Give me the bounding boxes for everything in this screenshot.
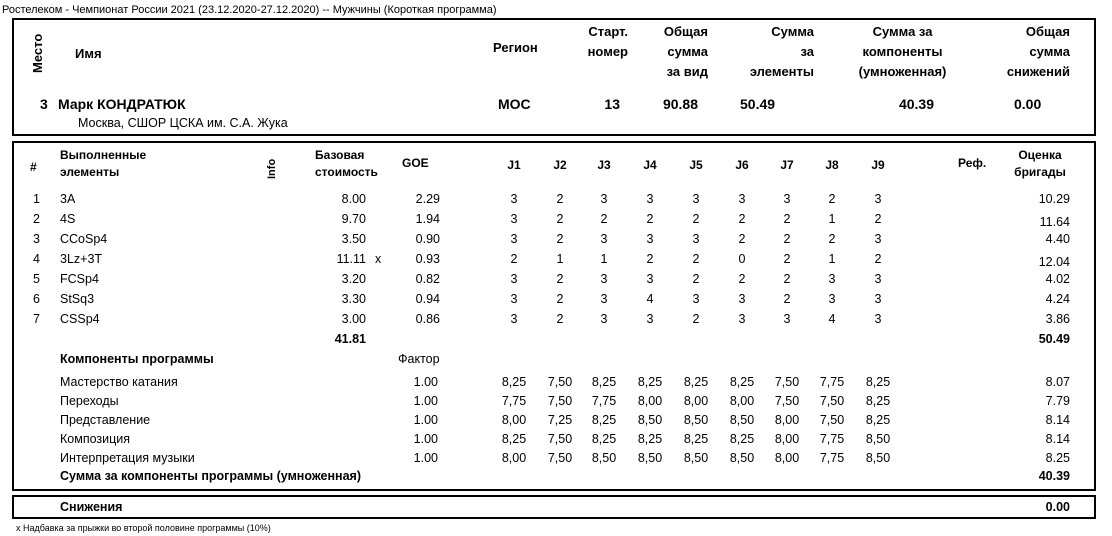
element-judge-score: 3 bbox=[783, 312, 791, 326]
element-judge-score: 2 bbox=[828, 192, 836, 206]
component-judge-score: 8,25 bbox=[591, 375, 617, 389]
component-name: Переходы bbox=[60, 394, 119, 408]
element-judge-score: 2 bbox=[692, 252, 700, 266]
element-judge-score: 2 bbox=[874, 252, 882, 266]
element-judge-score: 4 bbox=[828, 312, 836, 326]
element-num: 4 bbox=[33, 252, 40, 266]
component-judge-score: 8,25 bbox=[591, 432, 617, 446]
components-sum-label: Сумма за компоненты программы (умноженная) bbox=[60, 469, 361, 483]
element-judge-score: 3 bbox=[510, 192, 518, 206]
element-name: 3Lz+3T bbox=[60, 252, 103, 266]
component-judge-score: 7,50 bbox=[547, 394, 573, 408]
element-judge-score: 3 bbox=[738, 292, 746, 306]
element-judge-score: 3 bbox=[692, 292, 700, 306]
element-judge-score: 2 bbox=[738, 212, 746, 226]
element-judge-score: 2 bbox=[783, 252, 791, 266]
component-judge-score: 7,50 bbox=[547, 451, 573, 465]
element-judge-score: 3 bbox=[646, 192, 654, 206]
element-base: 3.00 bbox=[341, 312, 366, 326]
element-judge-score: 1 bbox=[828, 252, 836, 266]
elements-score-label: Сумма за элементы bbox=[749, 24, 814, 79]
element-goe: 0.93 bbox=[415, 252, 440, 266]
element-judge-score: 2 bbox=[874, 212, 882, 226]
col-goe-header: GOE bbox=[402, 156, 429, 170]
element-judge-score: 2 bbox=[783, 272, 791, 286]
judge-header-4: J4 bbox=[643, 158, 657, 172]
skater-elements-score: 50.49 bbox=[740, 96, 776, 112]
element-base: 3.50 bbox=[341, 232, 366, 246]
component-judge-score: 8,25 bbox=[865, 413, 891, 427]
component-judge-score: 7,75 bbox=[591, 394, 617, 408]
component-judge-score: 8,25 bbox=[729, 375, 755, 389]
component-judge-score: 8,50 bbox=[865, 451, 891, 465]
component-judge-score: 8,25 bbox=[683, 375, 709, 389]
element-judge-score: 3 bbox=[874, 292, 882, 306]
element-judge-score: 3 bbox=[600, 312, 608, 326]
element-panel-score: 4.40 bbox=[1045, 232, 1070, 246]
component-judge-score: 7,50 bbox=[774, 375, 800, 389]
element-base: 3.20 bbox=[341, 272, 366, 286]
element-judge-score: 2 bbox=[556, 192, 564, 206]
component-score: 8.14 bbox=[1045, 432, 1070, 446]
element-judge-score: 2 bbox=[556, 272, 564, 286]
skater-start-number: 13 bbox=[604, 96, 620, 112]
col-elements-header: Выполненные элементы bbox=[60, 148, 147, 179]
element-judge-score: 3 bbox=[738, 192, 746, 206]
component-score: 8.14 bbox=[1045, 413, 1070, 427]
element-judge-score: 2 bbox=[556, 232, 564, 246]
element-judge-score: 3 bbox=[510, 232, 518, 246]
elements-base-total: 41.81 bbox=[334, 332, 366, 346]
element-name: 3A bbox=[60, 192, 76, 206]
components-label: Компоненты программы bbox=[60, 352, 214, 366]
component-score: 8.07 bbox=[1045, 375, 1070, 389]
element-judge-score: 2 bbox=[828, 232, 836, 246]
element-judge-score: 3 bbox=[600, 272, 608, 286]
skater-region: MOC bbox=[498, 96, 531, 112]
component-judge-score: 7,50 bbox=[547, 375, 573, 389]
judge-header-2: J2 bbox=[553, 158, 567, 172]
judge-header-5: J5 bbox=[689, 158, 703, 172]
component-factor: 1.00 bbox=[413, 451, 438, 465]
element-num: 1 bbox=[33, 192, 40, 206]
components-sum: 40.39 bbox=[1038, 469, 1070, 483]
component-name: Интерпретация музыки bbox=[60, 451, 195, 465]
element-judge-score: 2 bbox=[783, 212, 791, 226]
component-judge-score: 8,00 bbox=[683, 394, 709, 408]
element-goe: 0.82 bbox=[415, 272, 440, 286]
element-num: 6 bbox=[33, 292, 40, 306]
element-num: 5 bbox=[33, 272, 40, 286]
component-judge-score: 8,25 bbox=[865, 375, 891, 389]
col-base-header: Базовая стоимость bbox=[315, 148, 378, 179]
skater-deductions: 0.00 bbox=[1014, 96, 1042, 112]
name-label: Имя bbox=[75, 46, 102, 61]
component-judge-score: 8,25 bbox=[729, 432, 755, 446]
element-judge-score: 2 bbox=[692, 212, 700, 226]
event-title: Ростелеком - Чемпионат России 2021 (23.12.2020-27.12.2020) -- Мужчины (Короткая программа) bbox=[2, 4, 497, 16]
element-num: 7 bbox=[33, 312, 40, 326]
elements-total: 50.49 bbox=[1038, 332, 1070, 346]
element-name: 4S bbox=[60, 212, 76, 226]
element-goe: 0.86 bbox=[415, 312, 440, 326]
element-bonus-mark: x bbox=[375, 252, 382, 266]
element-judge-score: 3 bbox=[646, 312, 654, 326]
element-base: 8.00 bbox=[341, 192, 366, 206]
judge-header-7: J7 bbox=[780, 158, 794, 172]
element-judge-score: 3 bbox=[600, 292, 608, 306]
element-judge-score: 3 bbox=[510, 272, 518, 286]
component-name: Представление bbox=[60, 413, 151, 427]
element-judge-score: 2 bbox=[692, 272, 700, 286]
component-judge-score: 8,50 bbox=[683, 413, 709, 427]
component-judge-score: 8,50 bbox=[591, 451, 617, 465]
element-name: CCoSp4 bbox=[60, 232, 108, 246]
component-judge-score: 8,00 bbox=[774, 432, 800, 446]
element-panel-score: 4.24 bbox=[1045, 292, 1070, 306]
element-base: 3.30 bbox=[341, 292, 366, 306]
component-judge-score: 8,00 bbox=[774, 451, 800, 465]
component-score: 8.25 bbox=[1045, 451, 1070, 465]
component-judge-score: 7,75 bbox=[819, 375, 845, 389]
component-judge-score: 8,25 bbox=[501, 432, 527, 446]
element-num: 2 bbox=[33, 212, 40, 226]
component-judge-score: 7,75 bbox=[819, 432, 845, 446]
component-judge-score: 8,50 bbox=[865, 432, 891, 446]
component-judge-score: 8,50 bbox=[637, 413, 663, 427]
element-judge-score: 3 bbox=[510, 212, 518, 226]
element-name: CSSp4 bbox=[60, 312, 100, 326]
element-judge-score: 1 bbox=[556, 252, 564, 266]
element-judge-score: 2 bbox=[692, 312, 700, 326]
element-judge-score: 2 bbox=[783, 232, 791, 246]
element-panel-score: 3.86 bbox=[1045, 312, 1070, 326]
element-judge-score: 2 bbox=[556, 212, 564, 226]
component-judge-score: 7,25 bbox=[547, 413, 573, 427]
element-judge-score: 2 bbox=[783, 292, 791, 306]
element-judge-score: 3 bbox=[692, 232, 700, 246]
element-panel-score: 4.02 bbox=[1045, 272, 1070, 286]
element-judge-score: 1 bbox=[600, 252, 608, 266]
deductions-label: Снижения bbox=[60, 500, 123, 514]
element-goe: 0.94 bbox=[415, 292, 440, 306]
component-name: Мастерство катания bbox=[60, 375, 178, 389]
element-judge-score: 3 bbox=[874, 192, 882, 206]
component-judge-score: 8,50 bbox=[637, 451, 663, 465]
element-judge-score: 3 bbox=[874, 312, 882, 326]
component-judge-score: 8,50 bbox=[729, 451, 755, 465]
element-judge-score: 3 bbox=[600, 192, 608, 206]
element-judge-score: 2 bbox=[600, 212, 608, 226]
component-judge-score: 8,00 bbox=[729, 394, 755, 408]
element-judge-score: 3 bbox=[646, 272, 654, 286]
element-name: StSq3 bbox=[60, 292, 95, 306]
component-judge-score: 8,50 bbox=[683, 451, 709, 465]
deductions-box bbox=[12, 495, 1096, 519]
component-judge-score: 8,25 bbox=[501, 375, 527, 389]
factor-label: Фактор bbox=[398, 352, 440, 366]
component-factor: 1.00 bbox=[413, 375, 438, 389]
element-judge-score: 2 bbox=[646, 252, 654, 266]
judge-header-6: J6 bbox=[735, 158, 749, 172]
component-judge-score: 8,25 bbox=[637, 375, 663, 389]
skater-club: Москва, СШОР ЦСКА им. С.А. Жука bbox=[78, 116, 288, 130]
judge-header-9: J9 bbox=[871, 158, 885, 172]
component-judge-score: 7,50 bbox=[819, 413, 845, 427]
element-judge-score: 3 bbox=[874, 272, 882, 286]
element-judge-score: 3 bbox=[828, 272, 836, 286]
component-judge-score: 8,00 bbox=[501, 413, 527, 427]
component-judge-score: 8,25 bbox=[865, 394, 891, 408]
element-judge-score: 4 bbox=[646, 292, 654, 306]
element-panel-score: 10.29 bbox=[1038, 192, 1070, 206]
skater-total: 90.88 bbox=[662, 96, 698, 112]
element-judge-score: 3 bbox=[874, 232, 882, 246]
element-judge-score: 1 bbox=[828, 212, 836, 226]
element-judge-score: 3 bbox=[692, 192, 700, 206]
component-judge-score: 7,75 bbox=[501, 394, 527, 408]
component-name: Композиция bbox=[60, 432, 131, 446]
element-goe: 0.90 bbox=[415, 232, 440, 246]
element-judge-score: 3 bbox=[738, 312, 746, 326]
judge-header-8: J8 bbox=[825, 158, 839, 172]
component-judge-score: 8,25 bbox=[683, 432, 709, 446]
element-judge-score: 0 bbox=[738, 252, 746, 266]
skater-components-score: 40.39 bbox=[898, 96, 934, 112]
element-name: FCSp4 bbox=[60, 272, 99, 286]
deductions-score-label: Общая сумма снижений bbox=[1006, 24, 1070, 79]
place-label: Место bbox=[30, 33, 45, 73]
element-judge-score: 3 bbox=[646, 232, 654, 246]
judge-header-1: J1 bbox=[507, 158, 521, 172]
footnote: x Надбавка за прыжки во второй половине программы (10%) bbox=[16, 523, 271, 533]
component-factor: 1.00 bbox=[413, 432, 438, 446]
component-score: 7.79 bbox=[1045, 394, 1070, 408]
element-panel-score: 11.64 bbox=[1039, 215, 1070, 229]
col-num-header: # bbox=[30, 160, 37, 174]
component-factor: 1.00 bbox=[413, 413, 438, 427]
deductions-total: 0.00 bbox=[1045, 500, 1070, 514]
col-panel-header: Оценка бригады bbox=[1014, 148, 1066, 179]
component-judge-score: 8,50 bbox=[729, 413, 755, 427]
region-label: Регион bbox=[493, 40, 538, 55]
element-judge-score: 3 bbox=[600, 232, 608, 246]
component-judge-score: 8,00 bbox=[637, 394, 663, 408]
component-judge-score: 8,25 bbox=[591, 413, 617, 427]
component-judge-score: 7,50 bbox=[547, 432, 573, 446]
component-judge-score: 7,50 bbox=[819, 394, 845, 408]
start-label: Старт. номер bbox=[587, 24, 628, 59]
element-panel-score: 12.04 bbox=[1038, 255, 1070, 269]
element-judge-score: 2 bbox=[738, 272, 746, 286]
col-info-header: Info bbox=[266, 158, 278, 180]
col-ref-header: Реф. bbox=[958, 156, 987, 170]
element-judge-score: 3 bbox=[510, 312, 518, 326]
skater-place: 3 bbox=[40, 96, 48, 112]
element-base: 11.11 bbox=[336, 252, 366, 266]
element-judge-score: 2 bbox=[738, 232, 746, 246]
component-factor: 1.00 bbox=[413, 394, 438, 408]
element-judge-score: 3 bbox=[510, 292, 518, 306]
total-label: Общая сумма за вид bbox=[663, 24, 708, 79]
element-judge-score: 3 bbox=[828, 292, 836, 306]
components-score-label: Сумма за компоненты (умноженная) bbox=[858, 24, 947, 79]
element-goe: 2.29 bbox=[415, 192, 440, 206]
component-judge-score: 7,50 bbox=[774, 394, 800, 408]
component-judge-score: 8,25 bbox=[637, 432, 663, 446]
element-num: 3 bbox=[33, 232, 40, 246]
element-judge-score: 2 bbox=[556, 292, 564, 306]
element-base: 9.70 bbox=[341, 212, 366, 226]
element-judge-score: 3 bbox=[783, 192, 791, 206]
component-judge-score: 7,75 bbox=[819, 451, 845, 465]
element-goe: 1.94 bbox=[415, 212, 440, 226]
component-judge-score: 8,00 bbox=[501, 451, 527, 465]
element-judge-score: 2 bbox=[510, 252, 518, 266]
judge-header-3: J3 bbox=[597, 158, 611, 172]
element-judge-score: 2 bbox=[556, 312, 564, 326]
component-judge-score: 8,00 bbox=[774, 413, 800, 427]
element-judge-score: 2 bbox=[646, 212, 654, 226]
skater-name: Марк КОНДРАТЮК bbox=[58, 96, 186, 112]
